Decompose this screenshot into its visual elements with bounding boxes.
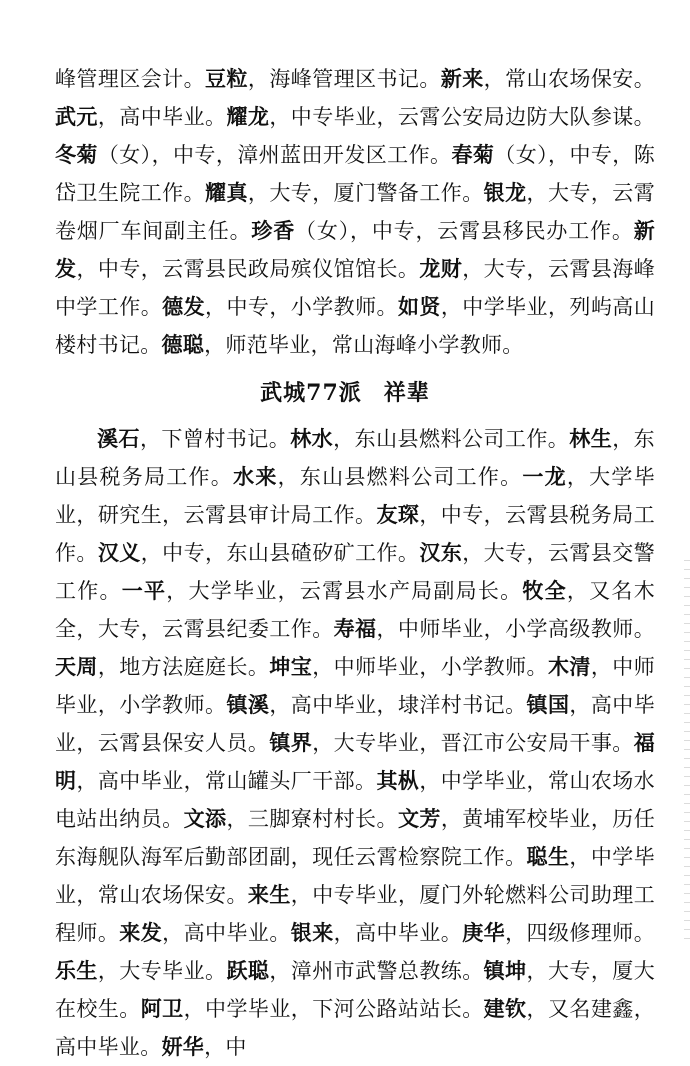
person-details: ，黄埔军校毕业，历任东海舰队海军后勤部团副，现任云霄检察院工作。 — [55, 807, 655, 869]
person-name: 聪生 — [526, 844, 570, 869]
person-details: ，中专，东山县碴矽矿工作。 — [140, 541, 420, 565]
person-details: ，中师毕业，小学教师。 — [312, 655, 548, 679]
person-details: ，大专毕业。 — [97, 959, 227, 983]
person-name: 汉义 — [97, 540, 141, 565]
person-name: 来发 — [119, 920, 163, 945]
person-details: ，四级修理师。 — [505, 921, 655, 945]
person-details: ，高中毕业，云霄县保安人员。 — [55, 693, 656, 755]
person-name: 寿福 — [333, 616, 377, 641]
person-name: 其枞 — [376, 768, 420, 793]
person-details: ，大专，厦大在校生。 — [55, 959, 656, 1021]
person-details: ，大学毕业，云霄县水产局副局长。 — [166, 579, 523, 603]
person-details: ，中专，云霄县税务局工作。 — [55, 503, 655, 565]
person-name: 镇坤 — [483, 958, 527, 983]
person-name: 友琛 — [376, 502, 420, 527]
person-details: ，大专毕业，晋江市公安局干事。 — [312, 731, 634, 755]
person-details: ，高中毕业，埭洋村书记。 — [269, 693, 527, 717]
person-name: 银龙 — [483, 180, 527, 205]
person-name: 坤宝 — [269, 654, 313, 679]
person-name: 文添 — [183, 806, 227, 831]
person-details: ，中学毕业，下河公路站站长。 — [183, 997, 484, 1021]
person-details: ，中专毕业，云霄公安局边防大队参谋。 — [269, 105, 655, 129]
person-details: ，中专毕业，厦门外轮燃料公司助理工程师。 — [55, 883, 655, 945]
person-details: ，大专，云霄卷烟厂车间副主任。 — [55, 181, 655, 243]
person-name: 镇国 — [526, 692, 570, 717]
genealogy-paragraph-1 — [55, 60, 655, 364]
person-details: （女），中专，云霄县移民办工作。 — [295, 219, 634, 243]
person-name: 妍华 — [161, 1034, 205, 1059]
heading-generation: 祥辈 — [383, 380, 430, 406]
person-details: ，中专，小学教师。 — [205, 295, 398, 319]
person-details: ，下曾村书记。 — [139, 427, 291, 451]
person-name: 耀龙 — [226, 104, 270, 129]
person-details: ，中师毕业，小学高级教师。 — [376, 617, 655, 641]
person-name: 溪石 — [97, 426, 140, 451]
person-details: ，漳州市武警总教练。 — [269, 959, 484, 983]
person-details: ，又名木全，大专，云霄县纪委工作。 — [55, 579, 655, 641]
person-details: ，高中毕业。 — [97, 105, 227, 129]
person-details: ，海峰管理区书记。 — [247, 67, 441, 91]
person-name: 德发 — [162, 294, 206, 319]
person-details: ，东山县燃料公司工作。 — [277, 465, 523, 489]
person-name: 天周 — [55, 654, 98, 679]
person-name: 建钦 — [483, 996, 527, 1021]
person-details: ，中专，云霄县民政局殡仪馆馆长。 — [76, 257, 420, 281]
person-details: ，东山县税务局工作。 — [55, 427, 655, 489]
genealogy-paragraph-2 — [55, 420, 655, 1066]
person-name: 春菊 — [451, 142, 495, 167]
person-details: ，中学毕业，列屿高山楼村书记。 — [55, 295, 656, 357]
person-name: 新发 — [55, 218, 655, 281]
person-name: 文芳 — [397, 806, 441, 831]
person-name: 冬菊 — [55, 142, 98, 167]
person-name: 牧全 — [522, 578, 567, 603]
person-name: 林水 — [290, 426, 334, 451]
person-details: ，师范毕业，常山海峰小学教师。 — [204, 333, 524, 357]
person-details: 峰管理区会计。 — [55, 67, 206, 91]
person-name: 德聪 — [161, 332, 205, 357]
person-name: 庚华 — [462, 920, 506, 945]
person-details: ，常山农场保安。 — [483, 67, 655, 91]
person-details: ，大专，厦门警备工作。 — [247, 181, 484, 205]
person-name: 武元 — [55, 104, 98, 129]
person-details: ，中学毕业，常山农场保安。 — [55, 845, 655, 907]
person-name: 新来 — [440, 66, 484, 91]
person-name: 珍香 — [251, 218, 296, 243]
person-name: 耀真 — [205, 180, 248, 205]
person-name: 水来 — [233, 464, 278, 489]
person-name: 豆粒 — [205, 66, 248, 91]
person-details: （女），中专，陈岱卫生院工作。 — [55, 143, 655, 205]
person-name: 林生 — [569, 426, 613, 451]
scan-edge-noise — [684, 560, 690, 940]
person-details: （女），中专，漳州蓝田开发区工作。 — [97, 143, 452, 167]
person-name: 龙财 — [419, 256, 463, 281]
person-details: ，地方法庭庭长。 — [97, 655, 270, 679]
person-details: ，又名建鑫，高中毕业。 — [55, 997, 655, 1059]
section-heading — [0, 376, 690, 407]
person-name: 阿卫 — [140, 996, 184, 1021]
heading-branch: 武城77派 — [260, 380, 362, 406]
person-name: 来生 — [247, 882, 291, 907]
person-details: ，高中毕业。 — [333, 921, 463, 945]
person-name: 如贤 — [397, 294, 441, 319]
person-name: 乐生 — [55, 958, 98, 983]
person-details: ，三脚寮村村长。 — [226, 807, 398, 831]
person-name: 一龙 — [522, 464, 567, 489]
person-name: 汉东 — [419, 540, 463, 565]
person-details: ，高中毕业，常山罐头厂干部。 — [76, 769, 377, 793]
person-details: ，中学毕业，常山农场水电站出纳员。 — [55, 769, 655, 831]
person-name: 木清 — [547, 654, 591, 679]
person-name: 一平 — [121, 578, 167, 603]
person-name: 跃聪 — [226, 958, 270, 983]
person-details: ，中师毕业，小学教师。 — [55, 655, 655, 717]
person-details: ，中 — [204, 1035, 247, 1059]
person-details: ，大学毕业，研究生，云霄县审计局工作。 — [55, 465, 655, 527]
person-details: ，大专，云霄县海峰中学工作。 — [55, 257, 655, 319]
person-name: 镇溪 — [226, 692, 270, 717]
person-name: 镇界 — [269, 730, 313, 755]
person-name: 银来 — [290, 920, 334, 945]
person-details: ，高中毕业。 — [162, 921, 291, 945]
person-details: ，东山县燃料公司工作。 — [333, 427, 570, 451]
person-details: ，大专，云霄县交警工作。 — [55, 541, 656, 603]
person-name: 福明 — [55, 730, 656, 793]
